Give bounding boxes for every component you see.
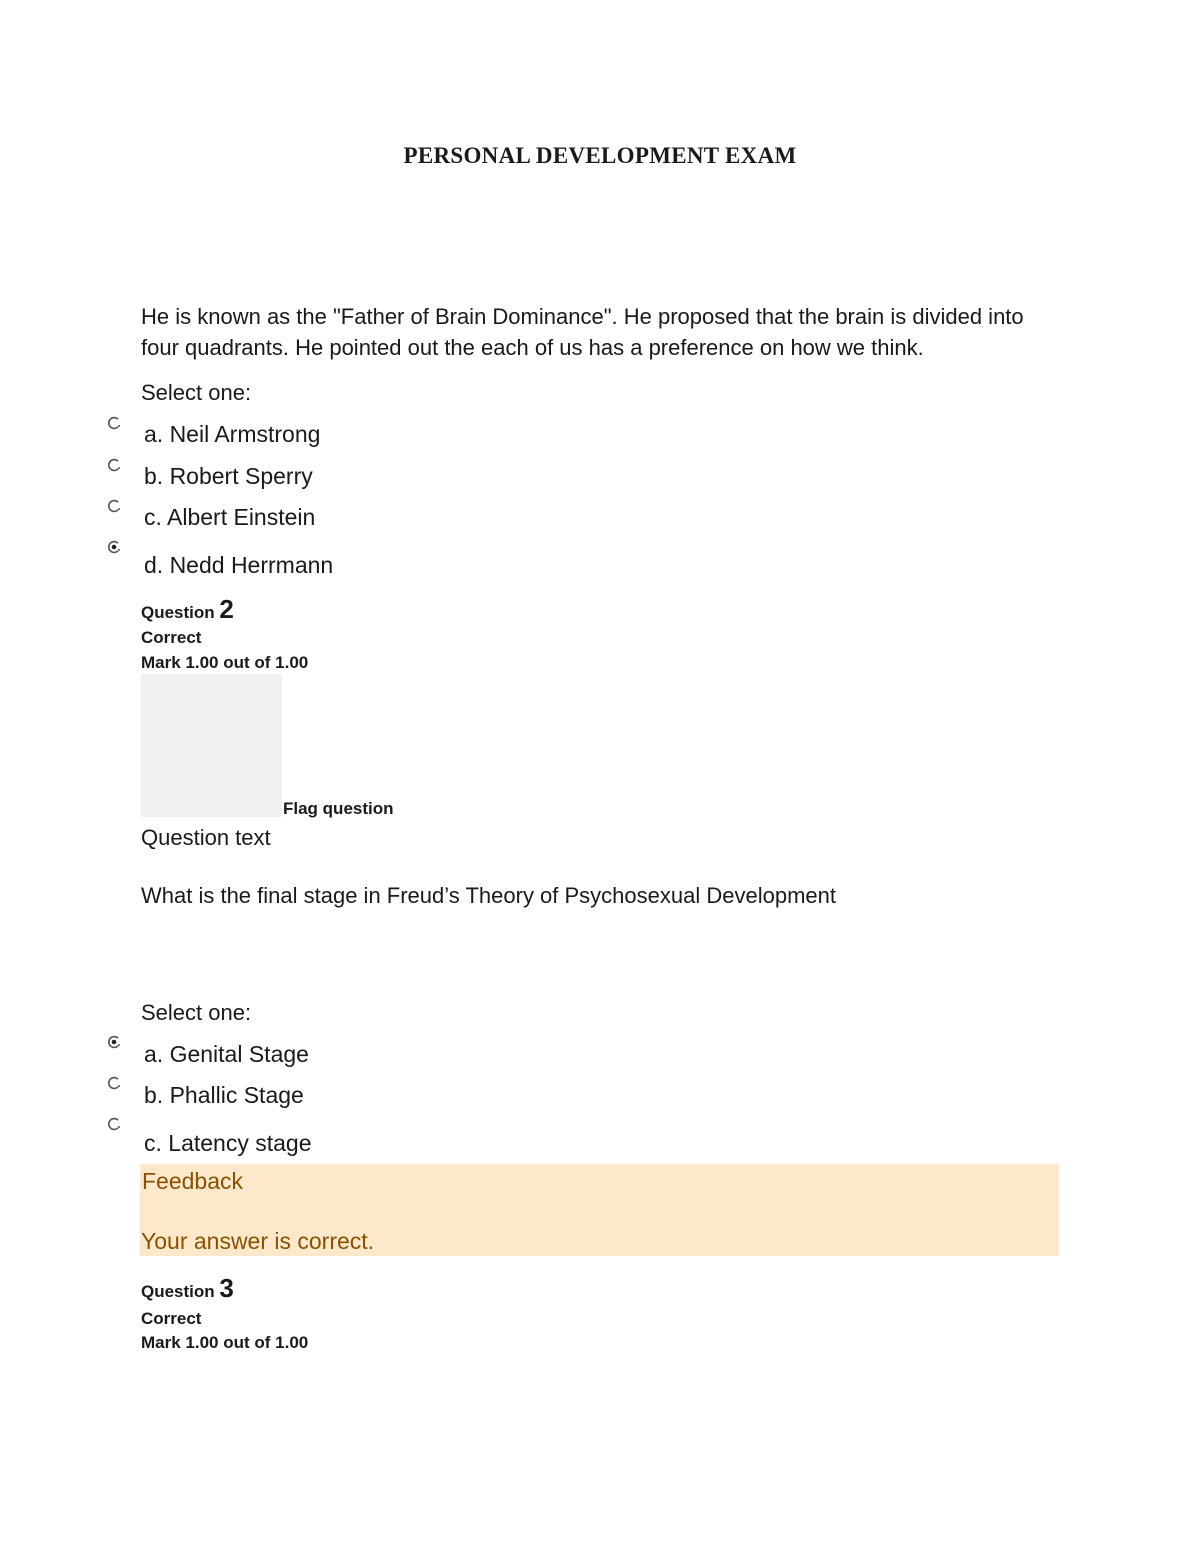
question-2-header [141,594,234,625]
question-2-text: What is the final stage in Freud’s Theory of Psychosexual Development [141,883,836,908]
radio-unselected-icon[interactable] [107,416,121,430]
question-2-number: 2 [219,594,234,624]
question-1-option-a[interactable]: a. Neil Armstrong [144,421,321,447]
question-3-header [141,1273,234,1304]
question-2-option-c[interactable]: c. Latency stage [144,1130,312,1156]
radio-unselected-icon[interactable] [107,1076,121,1090]
page-title: PERSONAL DEVELOPMENT EXAM [403,143,797,168]
question-2-mark: Mark 1.00 out of 1.00 [141,653,309,672]
question-1-option-d[interactable]: d. Nedd Herrmann [144,552,334,578]
feedback-title: Feedback [142,1168,244,1194]
question-2-text-label: Question text [141,825,271,850]
question-3-mark: Mark 1.00 out of 1.00 [141,1333,309,1352]
question-2-option-b[interactable]: b. Phallic Stage [144,1082,304,1108]
flag-question-label[interactable]: Flag question [283,799,394,818]
question-2-status: Correct [141,628,202,647]
radio-selected-icon[interactable] [107,1035,121,1049]
question-1-select-label: Select one: [141,380,252,405]
radio-unselected-icon[interactable] [107,1117,121,1131]
radio-unselected-icon[interactable] [107,499,121,513]
question-1-option-b[interactable]: b. Robert Sperry [144,463,313,489]
question-2-label: Question [141,603,215,622]
question-3-number: 3 [219,1273,234,1303]
flag-question-icon[interactable] [141,674,282,817]
question-1-option-c[interactable]: c. Albert Einstein [144,504,316,530]
radio-unselected-icon[interactable] [107,458,121,472]
question-2-select-label: Select one: [141,1000,252,1025]
question-3-status: Correct [141,1309,202,1328]
question-1-text: He is known as the "Father of Brain Dominance". He proposed that the brain is divided into four quadrants. He pointed out the each of us has a preference on how we think. [141,304,1024,360]
feedback-text: Your answer is correct. [141,1228,375,1254]
question-2-option-a[interactable]: a. Genital Stage [144,1041,309,1067]
radio-selected-icon[interactable] [107,540,121,554]
question-3-label: Question [141,1282,215,1301]
